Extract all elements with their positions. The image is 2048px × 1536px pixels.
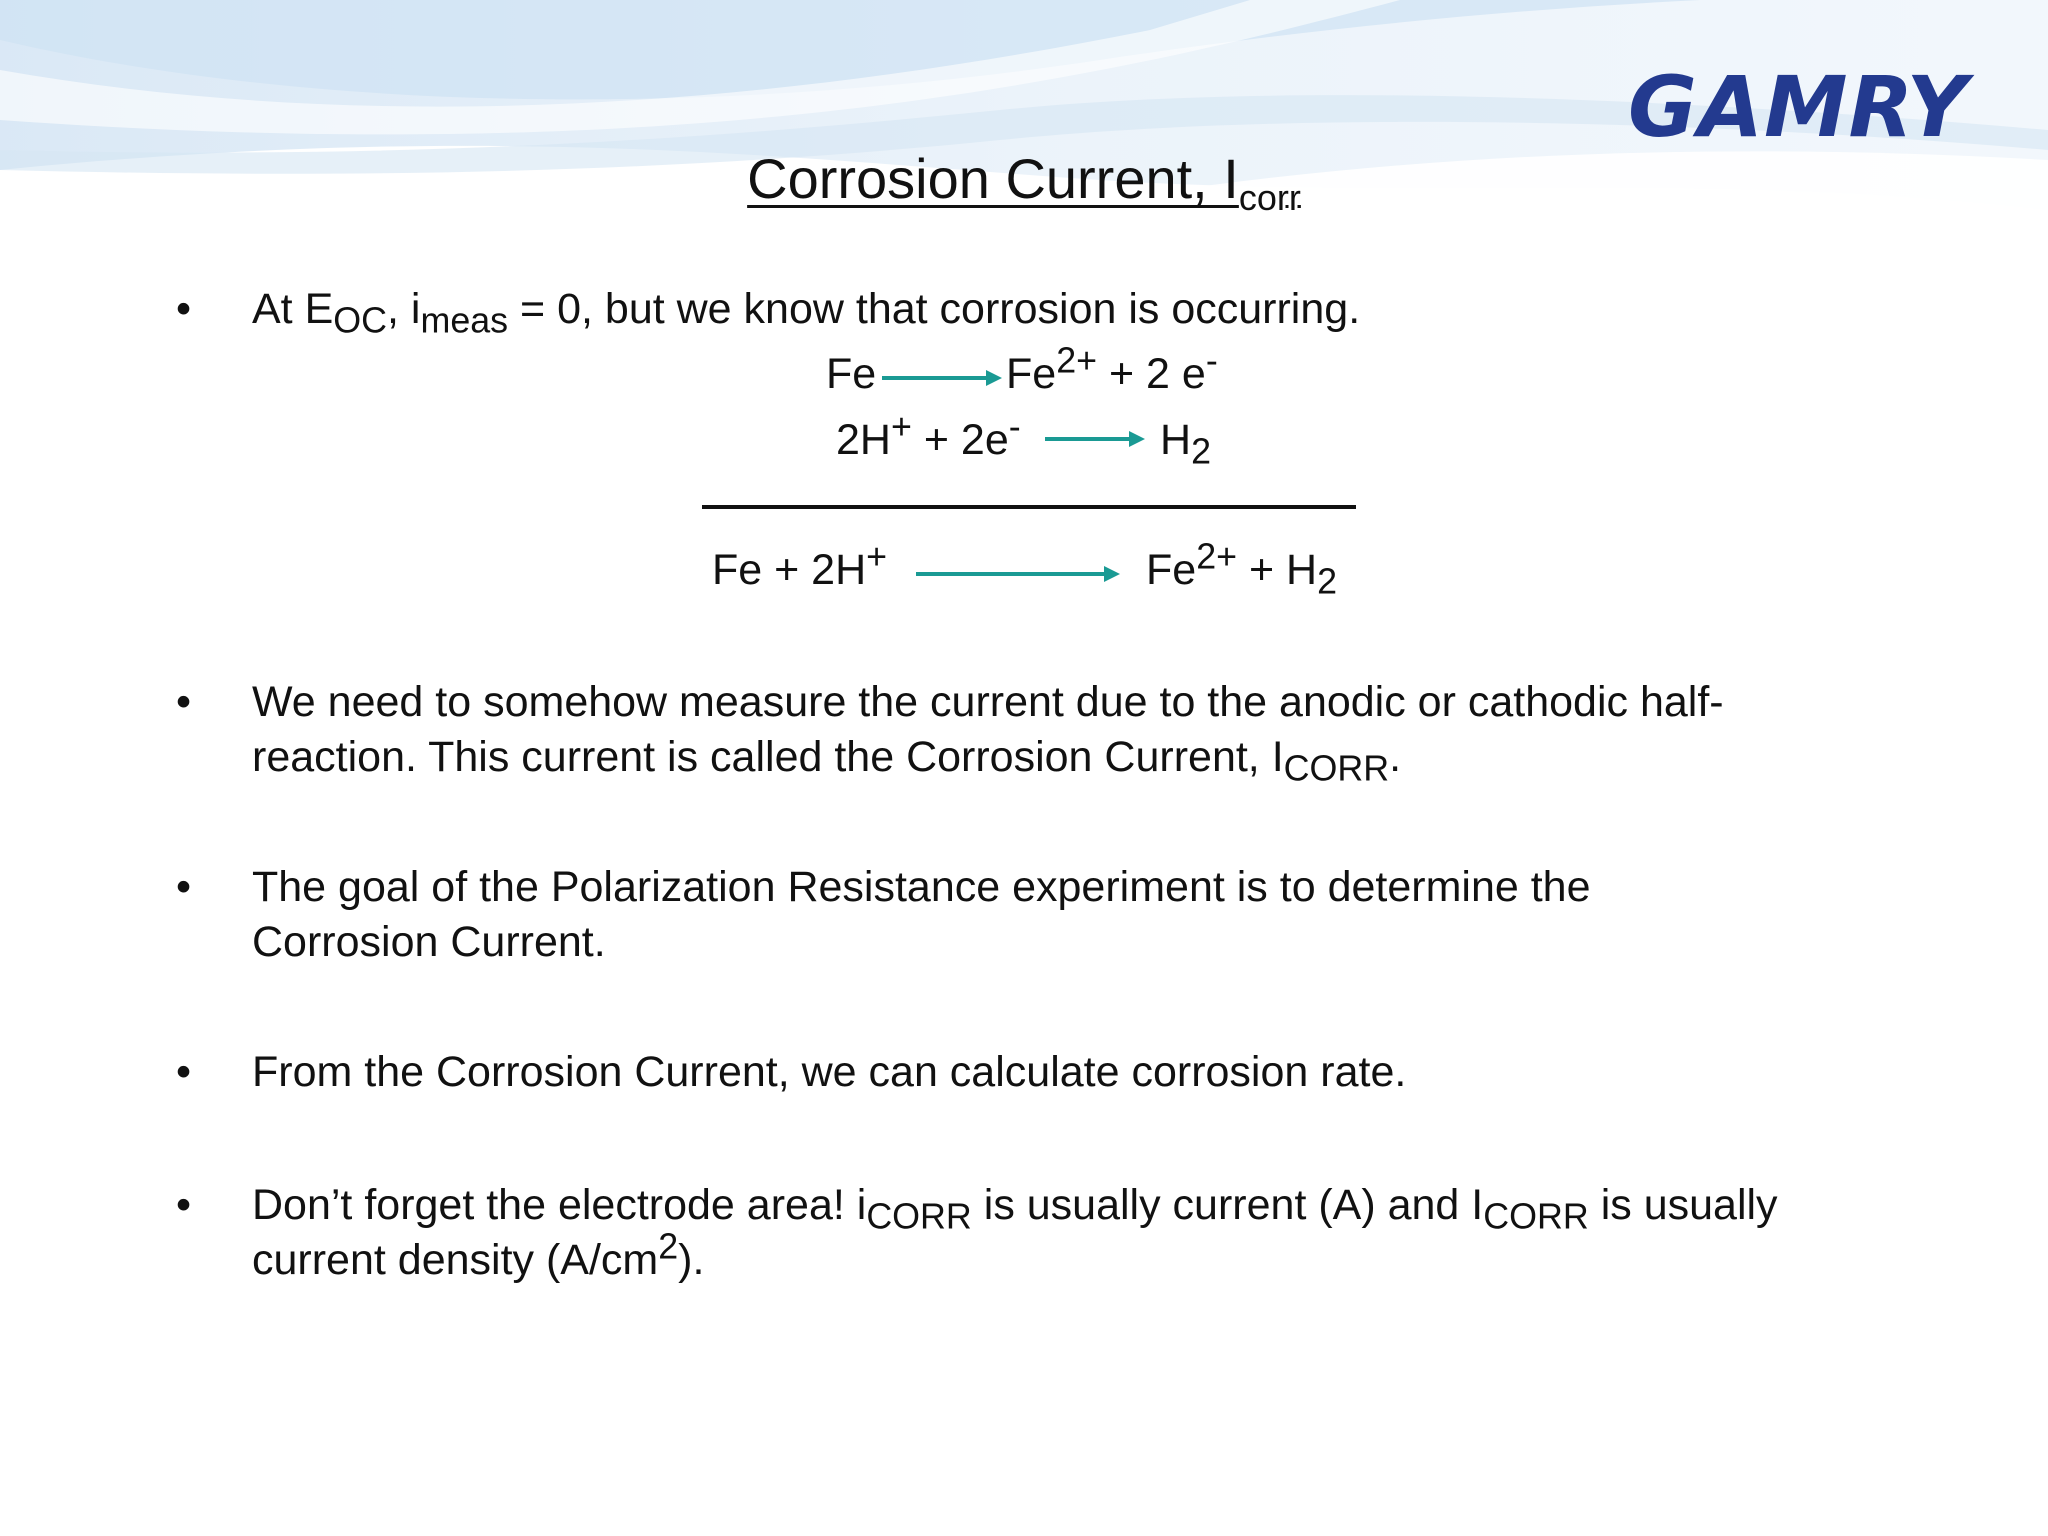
bullet-2-text: We need to somehow measure the current due to the anodic or cathodic half- reaction. This current is called the Corrosion Current, $I_{CORR}$.: [252, 678, 1724, 789]
reaction-1-right: $Fe^{2+} + 2$ e-: [1006, 340, 1218, 398]
bullet-5-glyph: •: [176, 1181, 192, 1229]
bullet-4-glyph: •: [176, 1048, 192, 1096]
title-main: Corrosion Current, I: [747, 147, 1239, 210]
slide-title: [0, 146, 2048, 218]
sum-rule: [702, 505, 1356, 509]
reaction-2-arrow: [1043, 427, 1147, 451]
bullet-3-text: The goal of the Polarization Resistance experiment is to determine the Corrosion Current.: [252, 863, 1591, 966]
bullet-4-text: From the Corrosion Current, we can calculate corrosion rate.: [252, 1048, 1407, 1096]
bullet-5-text: Don’t forget the electrode area! $i_{CORR}$ is usually current (A) and $I_{CORR}$ is usually current density $(A/cm^2)$.: [252, 1181, 1778, 1284]
bullet-2-glyph: •: [176, 678, 192, 726]
reaction-2-right: $H_2$: [1160, 416, 1211, 472]
net-reaction-right: $Fe^{2+} + H_2$: [1146, 536, 1338, 602]
gamry-logo: GAMRY: [1628, 58, 1969, 156]
net-reaction-left: Fe + 2H+: [712, 536, 888, 594]
bullet-3-glyph: •: [176, 863, 192, 911]
bullet-1-glyph: •: [176, 285, 192, 333]
reaction-2-left: 2H+ + 2e-: [836, 406, 1021, 464]
bullet-1-text: At $E_{OC}$, $i_{meas} = 0$, but we know that corrosion is occurring.: [252, 285, 1361, 341]
reaction-1-left: Fe: [826, 350, 877, 398]
reaction-1-arrow: [880, 366, 1004, 390]
title-subscript: corr: [1238, 177, 1301, 218]
net-reaction-arrow: [914, 562, 1122, 586]
